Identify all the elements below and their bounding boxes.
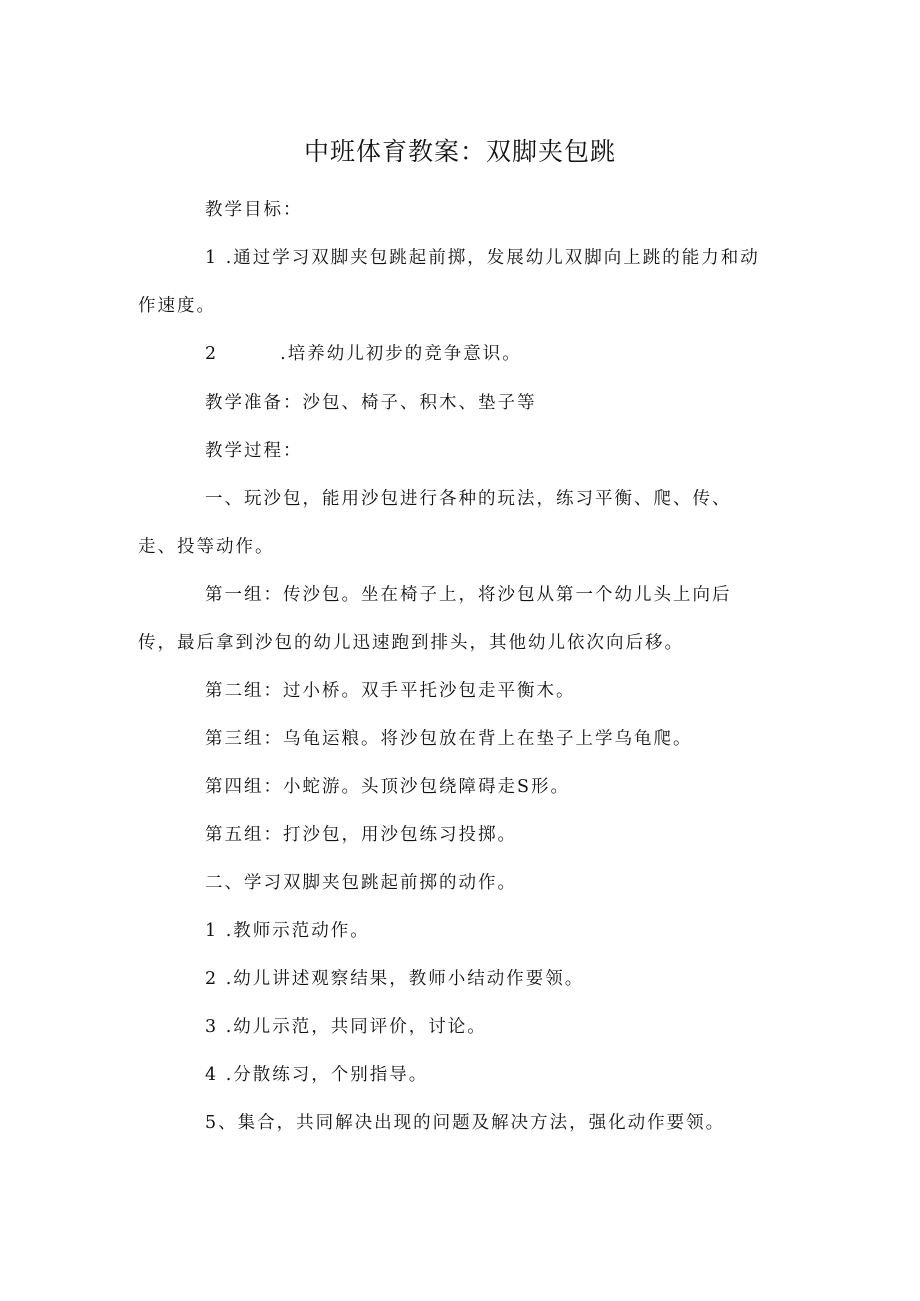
group-4: 第四组：小蛇游。头顶沙包绕障碍走S形。 — [205, 777, 570, 797]
step-2: 二、学习双脚夹包跳起前掷的动作。 — [205, 873, 517, 893]
step-2-item-4: 4 .分散练习，个别指导。 — [205, 1065, 429, 1085]
step-2-item-5: 5、集合，共同解决出现的问题及解决方法，强化动作要领。 — [205, 1113, 726, 1133]
objective-2-number: 2 — [205, 344, 219, 364]
group-5: 第五组：打沙包，用沙包练习投掷。 — [205, 825, 517, 845]
objective-1-line-2: 作速度。 — [138, 296, 216, 316]
step-1-line-2: 走、投等动作。 — [138, 537, 275, 557]
step-2-item-2: 2 .幼儿讲述观察结果，教师小结动作要领。 — [205, 969, 585, 989]
group-1-line-2: 传，最后拿到沙包的幼儿迅速跑到排头，其他幼儿依次向后移。 — [138, 633, 684, 653]
step-2-item-1: 1 .教师示范动作。 — [205, 921, 370, 941]
objective-2-text: .培养幼儿初步的竞争意识。 — [280, 344, 522, 364]
group-1-line-1: 第一组：传沙包。坐在椅子上，将沙包从第一个幼儿头上向后 — [205, 585, 732, 605]
preparation-line: 教学准备：沙包、椅子、积木、垫子等 — [205, 393, 537, 413]
step-1-line-1: 一、玩沙包，能用沙包进行各种的玩法，练习平衡、爬、传、 — [205, 489, 732, 509]
process-heading: 教学过程： — [205, 441, 303, 461]
group-2: 第二组：过小桥。双手平托沙包走平衡木。 — [205, 681, 576, 701]
objectives-heading: 教学目标： — [205, 200, 303, 220]
group-3: 第三组：乌龟运粮。将沙包放在背上在垫子上学乌龟爬。 — [205, 729, 693, 749]
document-title: 中班体育教案：双脚夹包跳 — [303, 137, 616, 166]
step-2-item-3: 3 .幼儿示范，共同评价，讨论。 — [205, 1017, 487, 1037]
objective-2 — [205, 342, 522, 366]
objective-1-line-1: 1 .通过学习双脚夹包跳起前掷，发展幼儿双脚向上跳的能力和动 — [205, 248, 760, 268]
